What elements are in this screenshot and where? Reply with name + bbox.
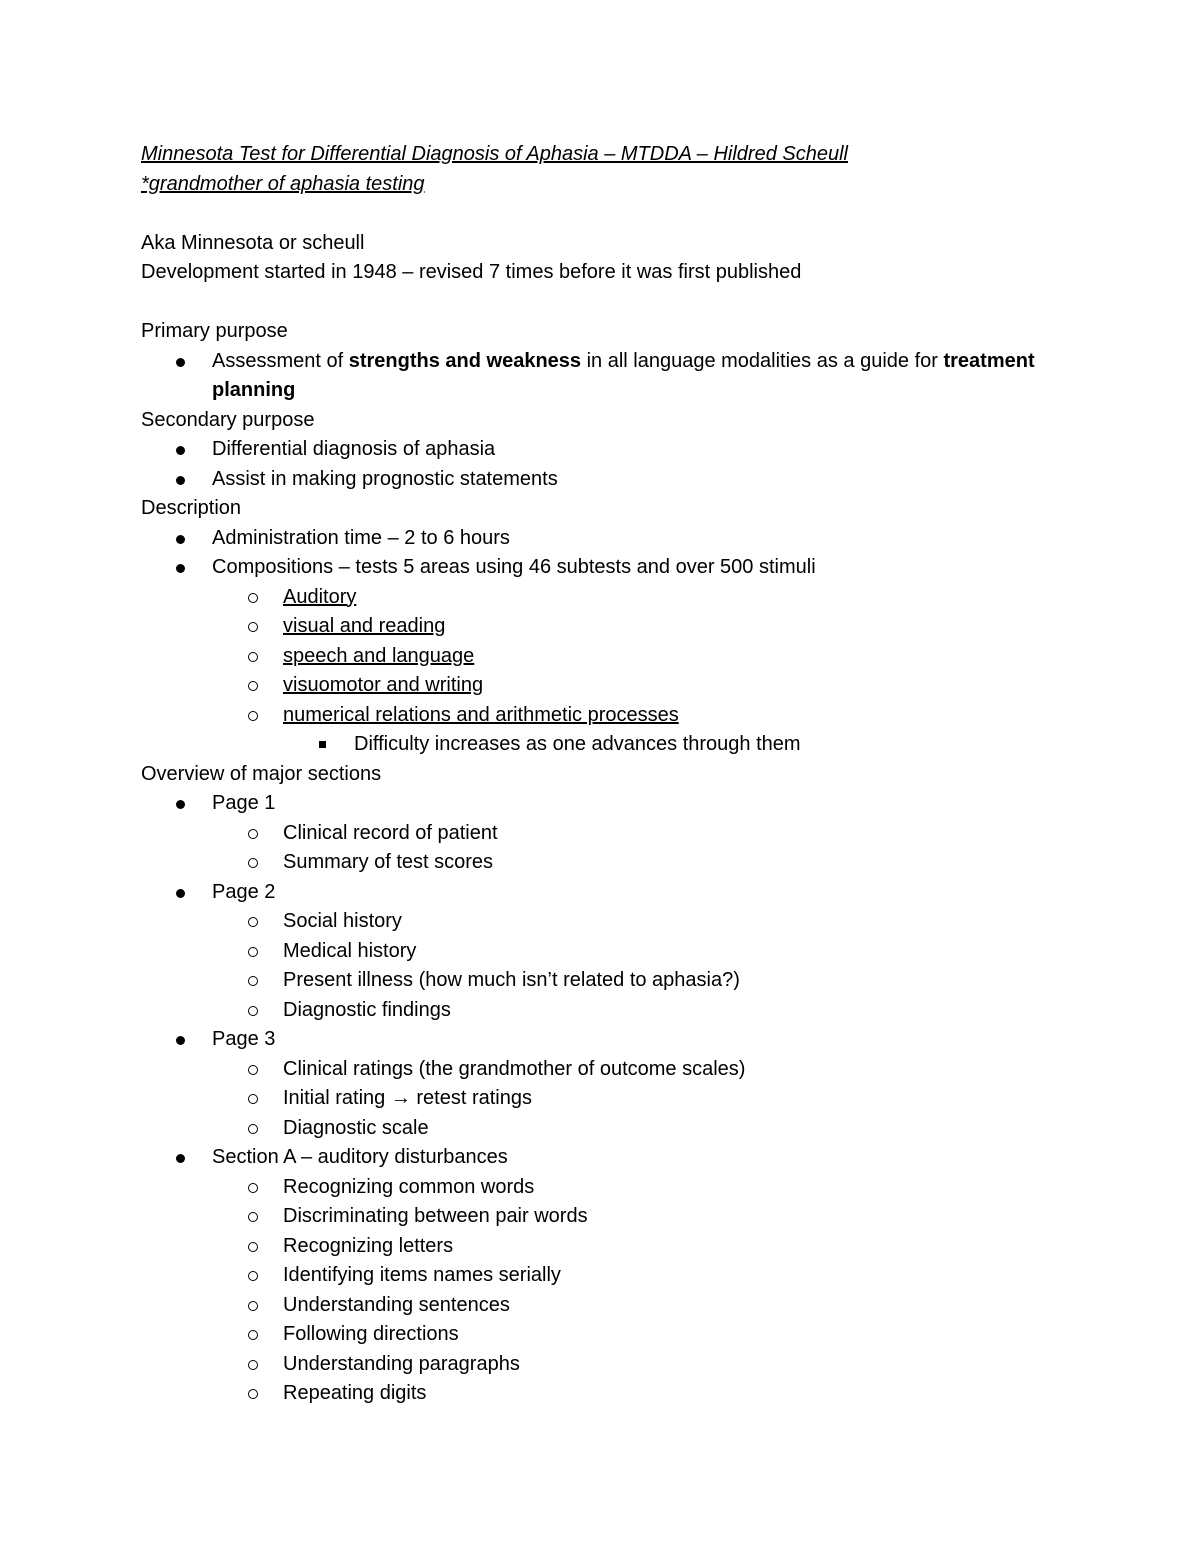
list-item-text: Recognizing common words (283, 1175, 535, 1198)
bullet-icon (176, 800, 185, 809)
bullet-icon (176, 535, 185, 544)
secondary-purpose-list (141, 435, 1041, 494)
circle-bullet-icon (248, 976, 258, 986)
description-list (141, 524, 1041, 760)
title-line-2: *grandmother of aphasia testing (141, 172, 425, 195)
circle-bullet-icon (248, 1094, 258, 1104)
sub-list (212, 1055, 1041, 1144)
list-item-text: Administration time – 2 to 6 hours (212, 526, 510, 549)
list-item-text: Understanding sentences (283, 1293, 510, 1316)
area-text: speech and language (283, 644, 475, 667)
circle-bullet-icon (248, 1006, 258, 1016)
list-item (212, 1055, 1041, 1085)
list-item (212, 1173, 1041, 1203)
bullet-icon (176, 476, 185, 485)
circle-bullet-icon (248, 1271, 258, 1281)
sub-list (212, 907, 1041, 1025)
list-item-text: Identifying items names serially (283, 1264, 561, 1286)
list-item-text: Assist in making prognostic statements (212, 467, 558, 490)
list-item (212, 1232, 1041, 1262)
list-item-text: Present illness (how much isn’t related to aphasia?) (283, 969, 740, 991)
list-item (212, 1114, 1041, 1144)
list-item (141, 1143, 1041, 1409)
area-text: Auditory (283, 585, 357, 608)
primary-purpose-list (141, 347, 1041, 406)
list-item (212, 701, 1041, 760)
overview-heading: Overview of major sections (141, 762, 382, 785)
list-item-text: Clinical record of patient (283, 821, 498, 844)
list-item (141, 465, 1041, 495)
list-item (141, 789, 1041, 878)
item-text-pre: Assessment of (212, 349, 349, 372)
item-text-bold: treatment planning (212, 349, 1035, 401)
list-item (283, 730, 1041, 760)
list-item (141, 878, 1041, 1026)
section-label: Page 2 (212, 880, 276, 903)
primary-purpose-heading: Primary purpose (141, 320, 288, 342)
list-item (212, 1320, 1041, 1350)
circle-bullet-icon (248, 1183, 258, 1193)
circle-bullet-icon (248, 593, 258, 603)
list-item (212, 1261, 1041, 1291)
list-item (212, 966, 1041, 996)
section-label: Page 3 (212, 1028, 276, 1050)
item-text-bold: strengths and weakness (348, 349, 582, 372)
area-text: numerical relations and arithmetic processes (283, 703, 679, 726)
circle-bullet-icon (248, 622, 258, 632)
square-bullet-icon (319, 741, 326, 748)
circle-bullet-icon (248, 1124, 258, 1134)
list-item-text: Repeating digits (283, 1382, 427, 1404)
list-item (141, 524, 1041, 554)
bullet-icon (176, 889, 185, 898)
overview-list (141, 789, 1041, 1409)
list-item-text: Discriminating between pair words (283, 1205, 588, 1227)
circle-bullet-icon (248, 917, 258, 927)
list-item (212, 1350, 1041, 1380)
difficulty-list (283, 730, 1041, 760)
sub-list (212, 819, 1041, 878)
list-item (212, 937, 1041, 967)
list-item (212, 583, 1041, 613)
list-item-text: Differential diagnosis of aphasia (212, 438, 496, 460)
list-item-text: Diagnostic findings (283, 998, 451, 1021)
list-item-text: Clinical ratings (the grandmother of outcome scales) (283, 1057, 746, 1080)
development-line: Development started in 1948 – revised 7 times before it was first published (141, 261, 802, 283)
list-item (212, 642, 1041, 672)
list-item (212, 1291, 1041, 1321)
circle-bullet-icon (248, 829, 258, 839)
item-text-mid: in all language modalities as a guide for (581, 349, 944, 372)
list-item-text: Summary of test scores (283, 851, 494, 873)
circle-bullet-icon (248, 652, 258, 662)
section-label: Page 1 (212, 792, 276, 814)
circle-bullet-icon (248, 1242, 258, 1252)
document-content (141, 140, 1041, 1409)
secondary-purpose-heading: Secondary purpose (141, 408, 315, 431)
circle-bullet-icon (248, 681, 258, 691)
description-heading: Description (141, 497, 242, 519)
area-text: visuomotor and writing (283, 674, 484, 696)
list-item-text: Social history (283, 910, 402, 932)
list-item-text: Understanding paragraphs (283, 1352, 520, 1375)
circle-bullet-icon (248, 1360, 258, 1370)
list-item (212, 848, 1041, 878)
list-item (212, 907, 1041, 937)
bullet-icon (176, 358, 185, 367)
circle-bullet-icon (248, 1212, 258, 1222)
circle-bullet-icon (248, 1301, 258, 1311)
list-item (212, 1202, 1041, 1232)
list-item-text: Medical history (283, 939, 417, 962)
area-text: visual and reading (283, 615, 446, 637)
list-item-text: Recognizing letters (283, 1234, 454, 1257)
areas-list (212, 583, 1041, 760)
list-item (141, 347, 1041, 406)
list-item-text: Following directions (283, 1323, 459, 1345)
list-item-text: Diagnostic scale (283, 1116, 429, 1139)
list-item (212, 612, 1041, 642)
circle-bullet-icon (248, 947, 258, 957)
blank-line (141, 288, 1041, 318)
bullet-icon (176, 564, 185, 573)
bullet-icon (176, 1036, 185, 1045)
circle-bullet-icon (248, 711, 258, 721)
list-item (212, 1379, 1041, 1409)
circle-bullet-icon (248, 1330, 258, 1340)
list-item (141, 553, 1041, 760)
section-label: Section A – auditory disturbances (212, 1146, 508, 1168)
blank-line (141, 199, 1041, 229)
list-item (141, 435, 1041, 465)
list-item-text: Difficulty increases as one advances through them (354, 733, 801, 755)
circle-bullet-icon (248, 1065, 258, 1075)
title-line-1: Minnesota Test for Differential Diagnosis of Aphasia – MTDDA – Hildred Scheull (141, 143, 848, 165)
list-item (212, 996, 1041, 1026)
sub-list (212, 1173, 1041, 1409)
circle-bullet-icon (248, 858, 258, 868)
list-item (212, 1084, 1041, 1114)
circle-bullet-icon (248, 1389, 258, 1399)
list-item (141, 1025, 1041, 1143)
list-item (212, 671, 1041, 701)
document-title (141, 140, 1041, 199)
bullet-icon (176, 1154, 185, 1163)
bullet-icon (176, 446, 185, 455)
aka-line: Aka Minnesota or scheull (141, 231, 365, 254)
list-item (212, 819, 1041, 849)
list-item-text: Initial rating → retest ratings (283, 1087, 532, 1109)
list-item-text: Compositions – tests 5 areas using 46 subtests and over 500 stimuli (212, 556, 816, 578)
